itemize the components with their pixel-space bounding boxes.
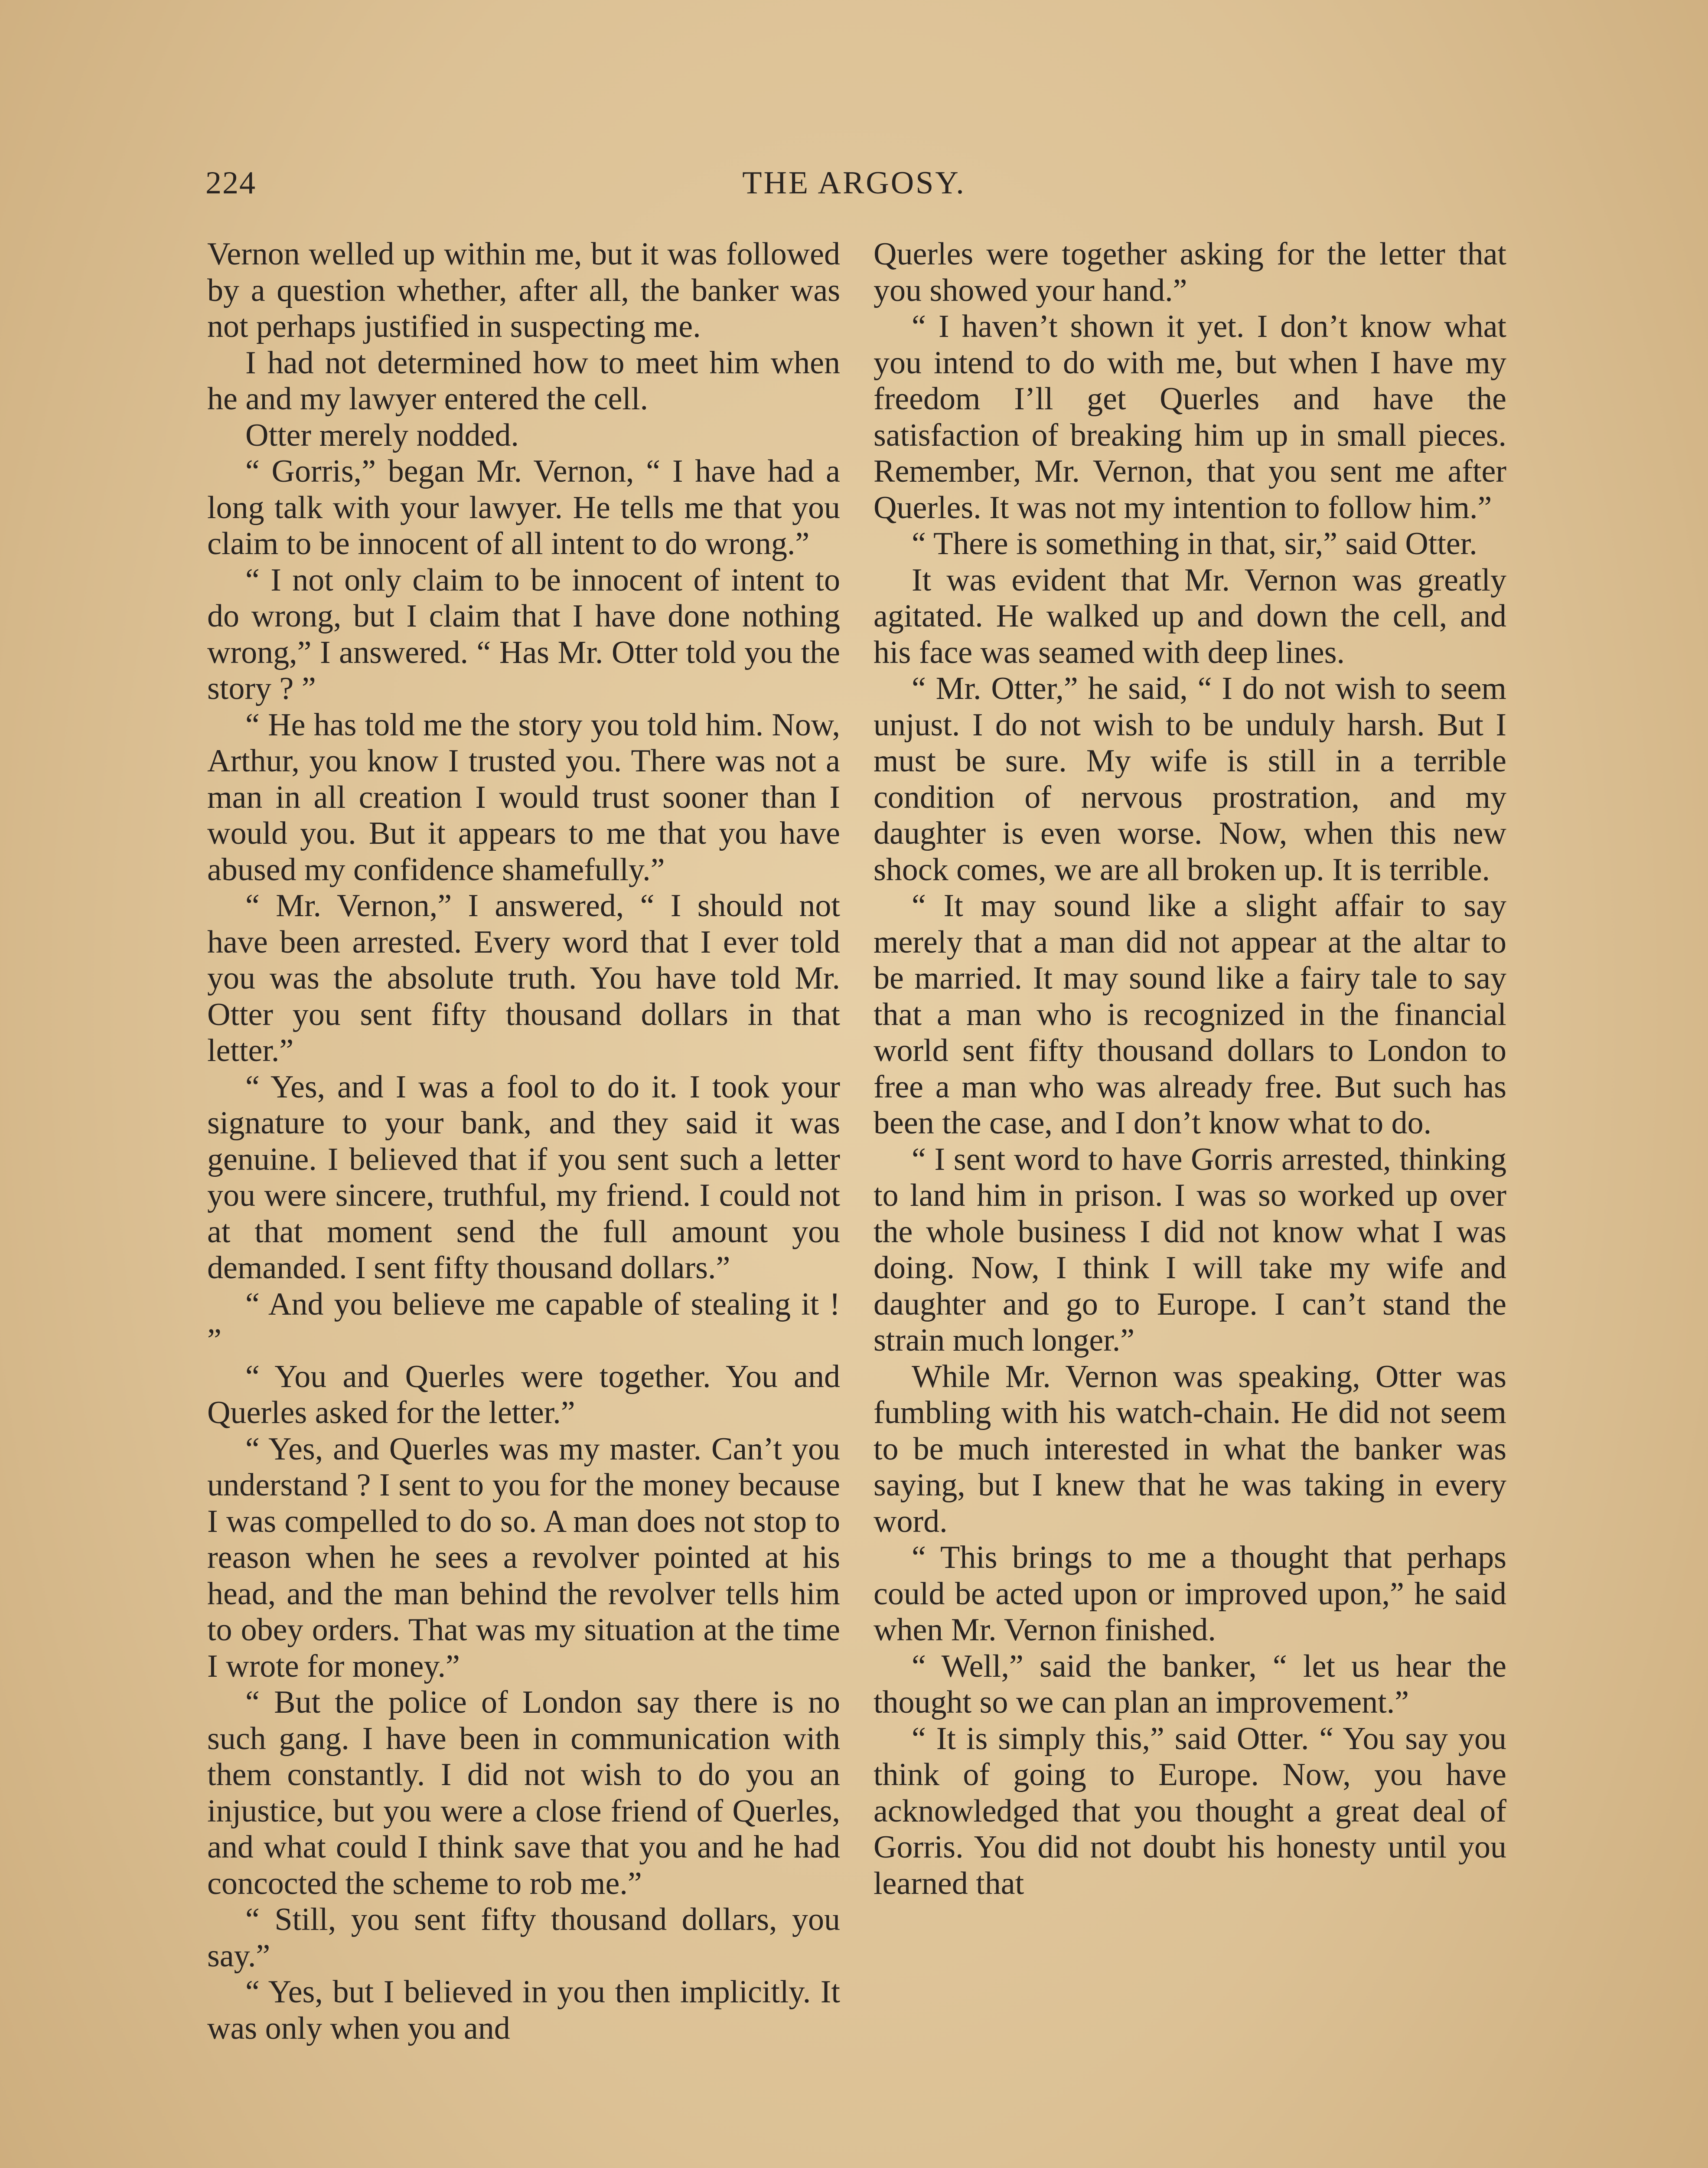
page-number: 224: [205, 165, 256, 201]
paragraph: “ Yes, and Querles was my master. Can’t you understand ? I sent to you for the money because I was compelled to do so. A man does not stop to reason when he sees a revolver pointed at his head, and the man behind the revolver tells him to obey orders. That was my situation at the time I wrote for money.”: [207, 1431, 840, 1684]
paragraph: “ It is simply this,” said Otter. “ You say you think of going to Europe. Now, you have acknowledged that you thought a great deal of Gorris. You did not doubt his honesty until you learned that: [874, 1721, 1506, 1901]
right-column: [874, 236, 1506, 1902]
paragraph: “ I haven’t shown it yet. I don’t know what you intend to do with me, but when I have my freedom I’ll get Querles and have the satisfaction of breaking him up in small pieces. Remember, Mr. Vernon, that you sent me after Querles. It was not my intention to follow him.”: [874, 309, 1506, 526]
paragraph: “ But the police of London say there is no such gang. I have been in communication with them constantly. I did not wish to do you an injustice, but you were a close friend of Querles, and what could I think save that you and he had concocted the scheme to rob me.”: [207, 1685, 840, 1901]
left-column: [207, 236, 840, 2047]
paragraph: “ You and Querles were together. You and Querles asked for the letter.”: [207, 1358, 840, 1430]
paragraph: Otter merely nodded.: [245, 417, 519, 453]
paragraph: “ It may sound like a slight affair to say merely that a man did not appear at the altar to be married. It may sound like a fairy tale to say that a man who is recognized in the financial world sent fifty thousand dollars to London to free a man who was already free. But such has been the case, and I don’t know what to do.: [874, 888, 1506, 1141]
paragraph: It was evident that Mr. Vernon was greatly agitated. He walked up and down the cell, and his face was seamed with deep lines.: [874, 562, 1506, 670]
paragraph: I had not determined how to meet him when he and my lawyer entered the cell.: [207, 345, 840, 417]
paragraph: Vernon welled up within me, but it was followed by a question whether, after all, the banker was not perhaps justified in suspecting me.: [207, 236, 840, 344]
paragraph: “ Well,” said the banker, “ let us hear the thought so we can plan an improvement.”: [874, 1648, 1506, 1720]
paragraph: While Mr. Vernon was speaking, Otter was fumbling with his watch-chain. He did not seem to be much interested in what the banker was saying, but I knew that he was taking in every word.: [874, 1358, 1506, 1539]
paragraph: “ I sent word to have Gorris arrested, thinking to land him in prison. I was so worked up over the whole business I did not know what I was doing. Now, I think I will take my wife and daughter and go to Europe. I can’t stand the strain much longer.”: [874, 1141, 1506, 1358]
paragraph: “ Yes, but I believed in you then implicitly. It was only when you and: [207, 1974, 840, 2046]
paragraph: “ Mr. Otter,” he said, “ I do not wish to seem unjust. I do not wish to be unduly harsh. But I must be sure. My wife is still in a terrible condition of nervous prostration, and my daughter is even worse. Now, when this new shock comes, we are all broken up. It is terrible.: [874, 671, 1506, 888]
paragraph: “ Yes, and I was a fool to do it. I took your signature to your bank, and they said it was genuine. I believed that if you sent such a letter you were sincere, truthful, my friend. I could not at that moment send the full amount you demanded. I sent fifty thousand dollars.”: [207, 1069, 840, 1286]
paragraph: “ He has told me the story you told him. Now, Arthur, you know I trusted you. There was not a man in all creation I would trust sooner than I would you. But it appears to me that you have abused my confidence shamefully.”: [207, 707, 840, 888]
paragraph: “ Mr. Vernon,” I answered, “ I should not have been arrested. Every word that I ever told you was the absolute truth. You have told Mr. Otter you sent fifty thousand dollars in that letter.”: [207, 888, 840, 1068]
paragraph: Querles were together asking for the letter that you showed your hand.”: [874, 236, 1506, 308]
paragraph: “ Gorris,” began Mr. Vernon, “ I have had a long talk with your lawyer. He tells me that you claim to be innocent of all intent to do wrong.”: [207, 454, 840, 562]
paragraph: “ I not only claim to be innocent of intent to do wrong, but I claim that I have done nothing wrong,” I answered. “ Has Mr. Otter told you the story ? ”: [207, 562, 840, 706]
running-title: THE ARGOSY.: [742, 165, 966, 201]
paragraph: “ And you believe me capable of stealing it ! ”: [207, 1286, 840, 1358]
paragraph: “ This brings to me a thought that perhaps could be acted upon or improved upon,” he said when Mr. Vernon finished.: [874, 1540, 1506, 1648]
paragraph: “ There is something in that, sir,” said Otter.: [912, 526, 1477, 562]
paragraph: “ Still, you sent fifty thousand dollars, you say.”: [207, 1902, 840, 1974]
